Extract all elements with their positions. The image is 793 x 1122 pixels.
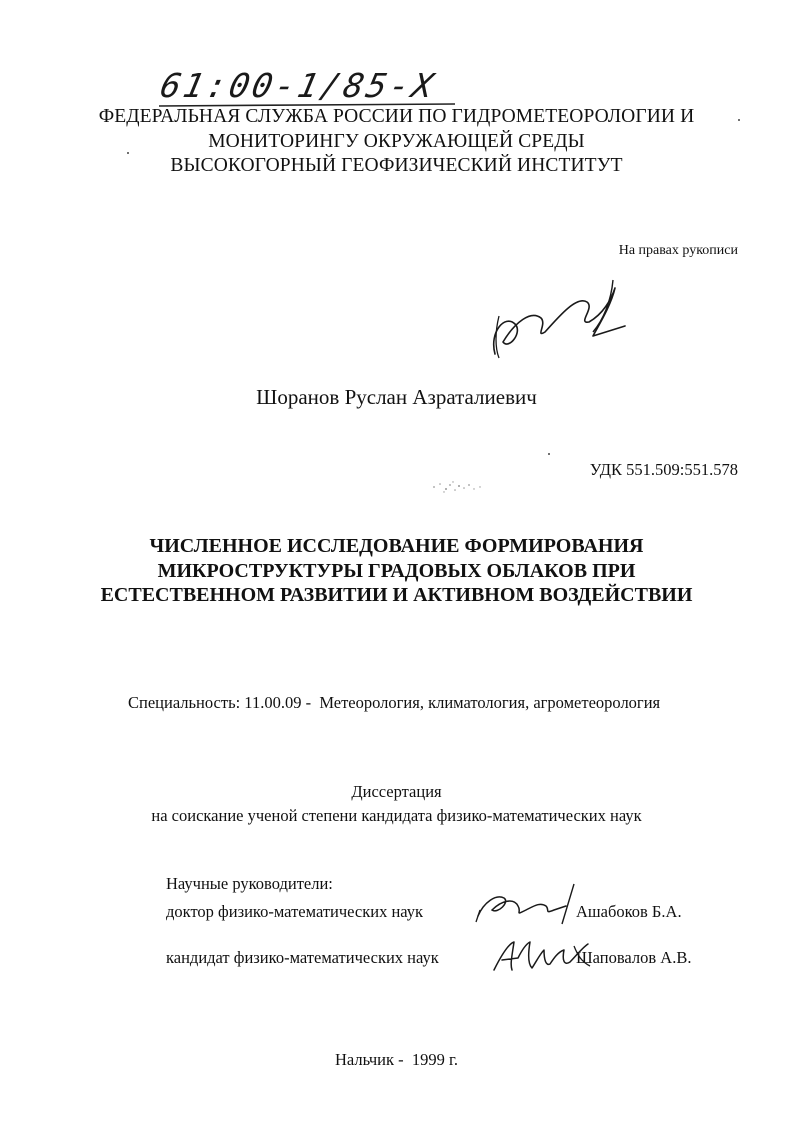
author-signature-icon xyxy=(485,262,635,367)
organization-header xyxy=(0,105,793,179)
supervisor-first-degree: доктор физико-математических наук xyxy=(166,902,424,921)
organization-line-3: ВЫСОКОГОРНЫЙ ГЕОФИЗИЧЕСКИЙ ИНСТИТУТ xyxy=(170,155,623,176)
supervisor-first-name: Ашабоков Б.А. xyxy=(576,902,682,921)
dissertation-title xyxy=(0,534,793,608)
manuscript-mark: На правах рукописи xyxy=(618,243,738,258)
supervisor-second-row xyxy=(166,944,692,972)
supervisor-second-name: Шаповалов А.В. xyxy=(576,948,692,967)
title-line-2: МИКРОСТРУКТУРЫ ГРАДОВЫХ ОБЛАКОВ ПРИ xyxy=(157,559,636,582)
organization-line-2: МОНИТОРИНГУ ОКРУЖАЮЩЕЙ СРЕДЫ xyxy=(208,130,585,152)
supervisor-first-row xyxy=(166,898,682,926)
scan-speck xyxy=(548,453,550,455)
supervisors-block xyxy=(166,870,692,972)
city-year: Нальчик - 1999 г. xyxy=(334,1050,459,1069)
scan-noise-icon xyxy=(428,477,488,499)
supervisor-second-signature-icon xyxy=(490,932,600,978)
supervisors-heading: Научные руководители: xyxy=(166,874,333,893)
scan-speck xyxy=(738,119,740,121)
supervisor-first-signature-icon xyxy=(470,880,590,930)
specialty-line: Специальность: 11.00.09 - Метеорология, климатология, агрометеорология xyxy=(128,693,661,712)
title-line-3: ЕСТЕСТВЕННОМ РАЗВИТИИ И АКТИВНОМ ВОЗДЕЙСТВИИ xyxy=(100,584,693,606)
degree-line: на соискание ученой степени кандидата физико-математических наук xyxy=(151,805,642,825)
title-line-1: ЧИСЛЕННОЕ ИССЛЕДОВАНИЕ ФОРМИРОВАНИЯ xyxy=(149,535,644,557)
author-name: Шоранов Руслан Азраталиевич xyxy=(256,385,537,409)
dissertation-label: Диссертация xyxy=(351,782,442,801)
scan-speck xyxy=(127,152,129,154)
archive-code-text: 61:00-1/85-Х xyxy=(156,66,440,105)
dissertation-degree xyxy=(0,780,793,827)
udk-code: УДК 551.509:551.578 xyxy=(589,460,738,479)
organization-line-1: ФЕДЕРАЛЬНАЯ СЛУЖБА РОССИИ ПО ГИДРОМЕТЕОРОЛОГИИ И xyxy=(98,106,695,127)
supervisor-second-degree: кандидат физико-математических наук xyxy=(166,948,439,967)
